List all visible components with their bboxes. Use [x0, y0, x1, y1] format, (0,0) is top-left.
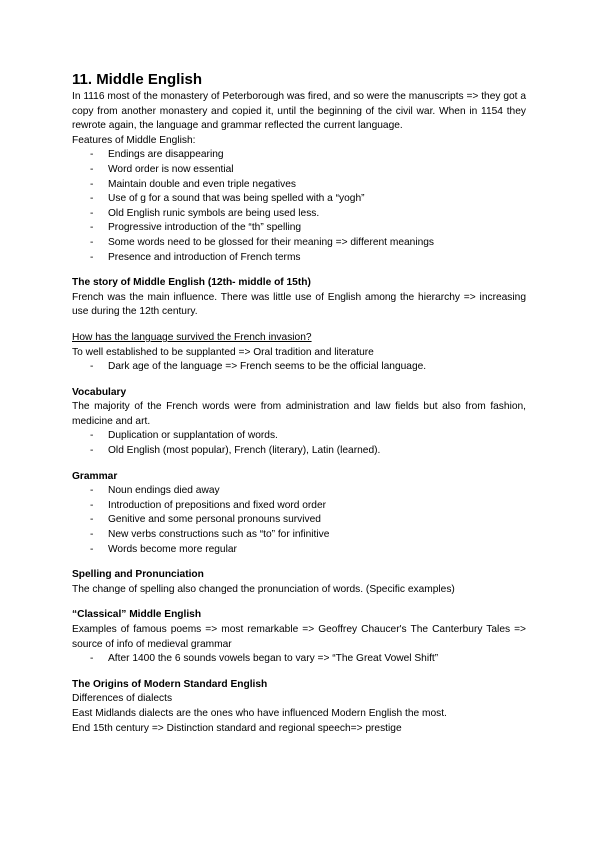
section-heading-story: The story of Middle English (12th- middle of 15th) [72, 277, 311, 289]
story-answer: To well established to be supplanted => Oral tradition and literature [72, 346, 374, 358]
origins-line: Differences of dialects [72, 693, 173, 705]
list-item: - Maintain double and even triple negatives [72, 178, 526, 193]
list-item: - Presence and introduction of French terms [72, 251, 526, 266]
classical-paragraph: Examples of famous poems => most remarkable => Geoffrey Chaucer's The Canterbury Tales => source of info of medieval grammar [72, 624, 526, 650]
origins-line: End 15th century => Distinction standard and regional speech=> prestige [72, 722, 402, 734]
section-heading-classical: “Classical” Middle English [72, 609, 202, 621]
intro-paragraph: In 1116 most of the monastery of Peterborough was fired, and so were the manuscripts => they got a copy from another monastery and copied it, until the beginning of the civil war. When in 1154 they rewrote again, the language and grammar reflected the current language. [72, 91, 526, 132]
features-label: Features of Middle English: [72, 134, 196, 146]
section-heading-spelling: Spelling and Pronunciation [72, 569, 204, 581]
story-list [72, 360, 526, 375]
list-item: - Words become more regular [72, 543, 526, 558]
page-title: 11. Middle English [72, 71, 203, 88]
section-heading-vocabulary: Vocabulary [72, 386, 127, 398]
features-list [72, 148, 526, 265]
list-item: - Endings are disappearing [72, 148, 526, 163]
list-item: - Some words need to be glossed for their meaning => different meanings [72, 236, 526, 251]
spelling-paragraph: The change of spelling also changed the pronunciation of words. (Specific examples) [72, 583, 455, 595]
vocabulary-list [72, 429, 526, 458]
section-heading-origins: The Origins of Modern Standard English [72, 678, 268, 690]
story-question: How has the language survived the French invasion? [72, 331, 312, 343]
list-item: - New verbs constructions such as “to” for infinitive [72, 528, 526, 543]
list-item: - Old English runic symbols are being used less. [72, 207, 526, 222]
list-item: - Progressive introduction of the “th” spelling [72, 221, 526, 236]
classical-list [72, 652, 526, 667]
list-item: - Introduction of prepositions and fixed word order [72, 499, 526, 514]
list-item: - Old English (most popular), French (literary), Latin (learned). [72, 444, 526, 459]
list-item: - Dark age of the language => French seems to be the official language. [72, 360, 526, 375]
list-item: - After 1400 the 6 sounds vowels began to vary => “The Great Vowel Shift” [72, 652, 526, 667]
list-item: - Use of g for a sound that was being spelled with a “yogh” [72, 192, 526, 207]
origins-line: East Midlands dialects are the ones who have influenced Modern English the most. [72, 707, 447, 719]
vocabulary-paragraph: The majority of the French words were from administration and law fields but also from fashion, medicine and art. [72, 401, 526, 427]
grammar-list [72, 484, 526, 557]
list-item: - Noun endings died away [72, 484, 526, 499]
story-paragraph: French was the main influence. There was little use of English among the hierarchy => increasing use during the 12th century. [72, 291, 526, 318]
list-item: - Genitive and some personal pronouns survived [72, 513, 526, 528]
section-heading-grammar: Grammar [72, 470, 118, 482]
list-item: - Word order is now essential [72, 163, 526, 178]
list-item: - Duplication or supplantation of words. [72, 429, 526, 444]
